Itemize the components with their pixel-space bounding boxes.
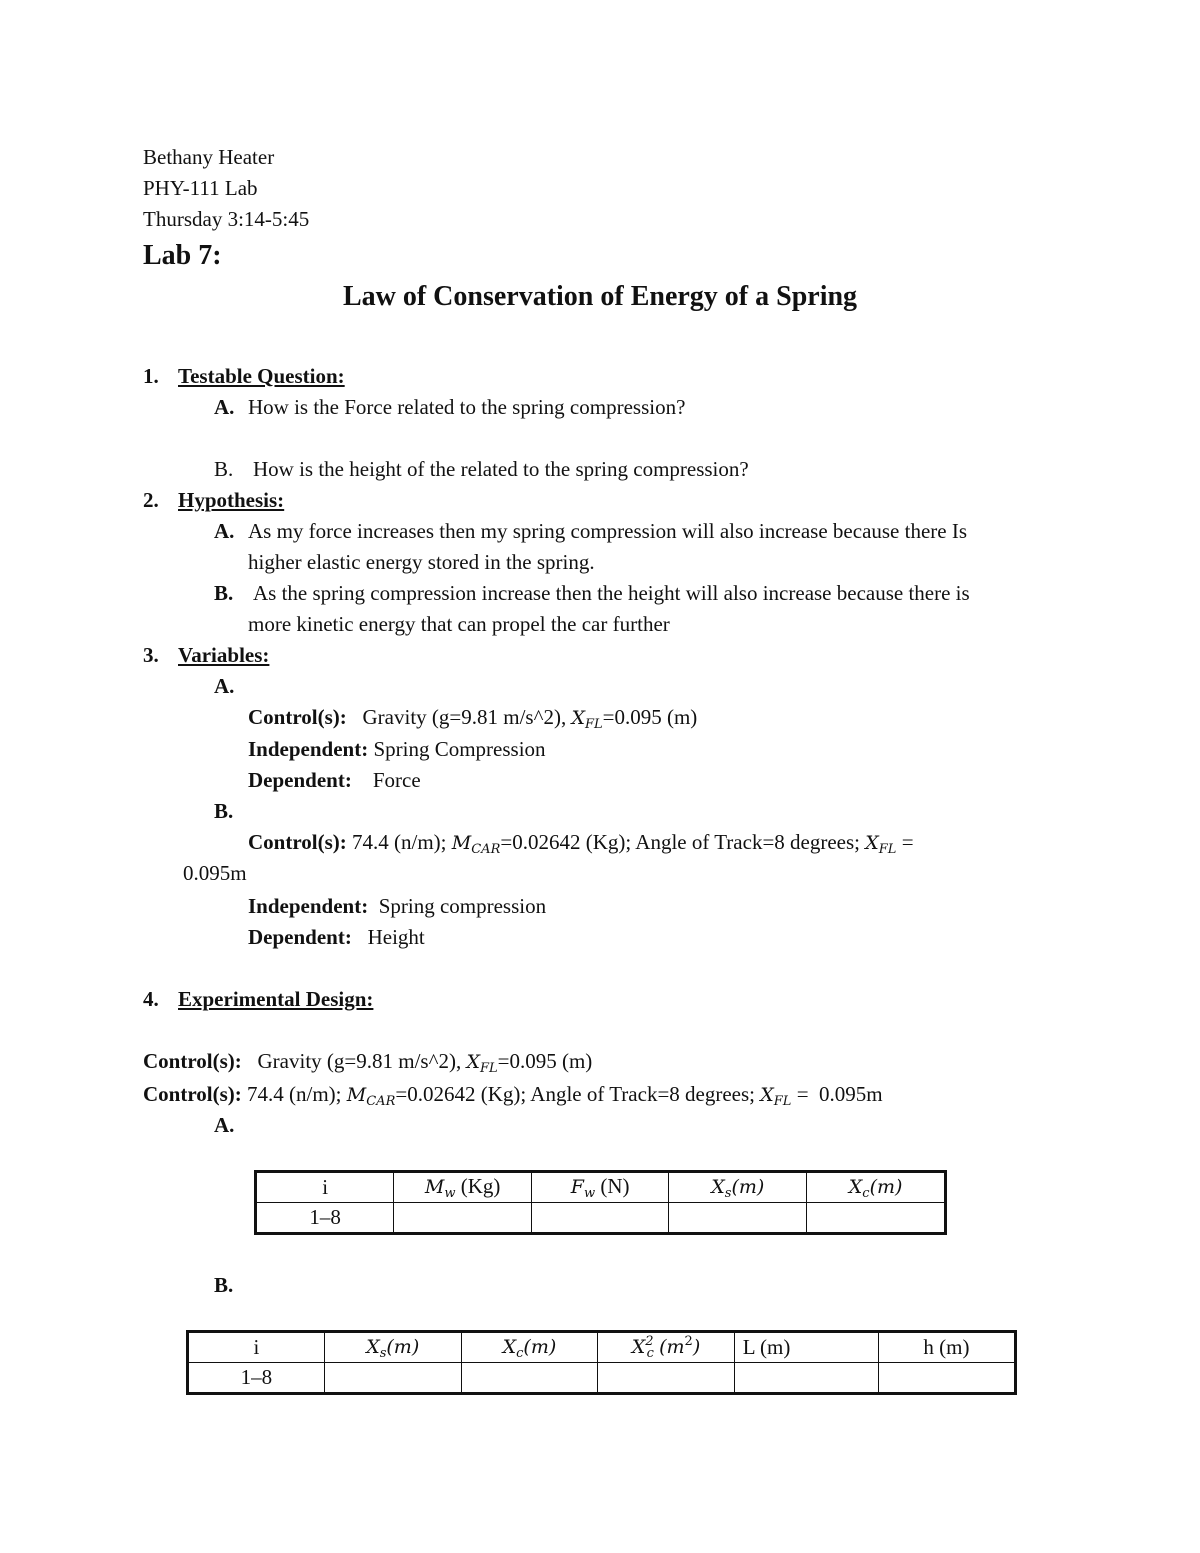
independent-label: Independent: [248,894,369,918]
control-spring-constant: 74.4 (n/m); [352,830,447,854]
control-label: Control(s): [248,705,347,729]
control-mass-angle: =0.02642 (Kg); Angle of Track=8 degrees; [500,830,860,854]
design-a-label: A. [214,1113,235,1137]
section-3-number: 3. [143,643,159,667]
variables-b-control-continued: 0.095m [183,861,247,885]
empty-cell [598,1363,734,1394]
x-subscript: FL [878,842,897,857]
question-a-text: How is the Force related to the spring compression? [248,395,686,419]
empty-cell [669,1203,807,1234]
variables-a-controls [248,704,697,738]
hypothesis-a-label: A. [214,519,235,543]
empty-cell [807,1203,946,1234]
header-cell-l: L (m) [734,1332,878,1363]
table-header-row [188,1332,1016,1363]
data-table-b [186,1330,1017,1395]
empty-cell [394,1203,532,1234]
dependent-value: Height [367,925,425,949]
variables-b-label: B. [214,799,234,823]
control-xfl-value: 0.095m [819,1082,883,1106]
equals-sign: = [796,1082,809,1106]
design-control-1 [143,1048,592,1082]
header-cell-fw: $F_w$ (N) [531,1172,668,1203]
row-cell-i: 1–8 [256,1203,394,1234]
x-symbol: X [760,1084,774,1106]
document-title: Law of Conservation of Energy of a Spring [342,281,858,312]
variables-b-controls [248,829,914,863]
x-subscript: FL [479,1061,498,1076]
control-label: Control(s): [143,1049,242,1073]
x-subscript: FL [584,717,603,732]
section-4-heading: Experimental Design: [178,987,374,1011]
section-3-heading: Variables: [178,643,270,667]
control-label: Control(s): [143,1082,242,1106]
empty-cell [324,1363,461,1394]
control-mass-angle: =0.02642 (Kg); Angle of Track=8 degrees; [395,1082,755,1106]
header-cell-xs: $X_s(m)$ [324,1332,461,1363]
dependent-label: Dependent: [248,768,352,792]
header-cell-xc: $X_c(m)$ [807,1172,946,1203]
variables-a-independent [248,736,546,762]
m-symbol: M [451,832,472,854]
empty-cell [461,1363,598,1394]
design-b-label: B. [214,1273,234,1297]
hypothesis-b-text-line-1: As the spring compression increase then the height will also increase because there is [253,581,970,605]
data-table-a [254,1170,947,1235]
x-symbol: X [865,832,879,854]
hypothesis-a-text-line-2: higher elastic energy stored in the spring. [248,550,595,574]
question-b-label: B. [214,457,234,481]
empty-cell [878,1363,1015,1394]
table-header-row [256,1172,946,1203]
dependent-label: Dependent: [248,925,352,949]
table-row [188,1363,1016,1394]
header-cell-i: i [188,1332,325,1363]
m-subscript: CAR [366,1094,396,1109]
control-gravity: Gravity (g=9.81 m/s^2), [257,1049,462,1073]
hypothesis-b-label: B. [214,581,234,605]
empty-cell [734,1363,878,1394]
question-a-label: A. [214,395,235,419]
section-2-number: 2. [143,488,159,512]
table-row [256,1203,946,1234]
header-cell-h: h (m) [878,1332,1015,1363]
hypothesis-b-text-line-2: more kinetic energy that can propel the car further [248,612,670,636]
course-name: PHY-111 Lab [143,176,258,200]
control-xfl-value: =0.095 (m) [497,1049,593,1073]
section-1-heading: Testable Question: [178,364,345,388]
independent-value: Spring compression [378,894,547,918]
m-symbol: M [346,1084,367,1106]
variables-b-independent [248,893,546,919]
question-b-text: How is the height of the related to the spring compression? [253,457,749,481]
section-2-heading: Hypothesis: [178,488,285,512]
lab-number-title: Lab 7: [143,240,222,271]
m-subscript: CAR [471,842,501,857]
x-symbol: X [466,1051,480,1073]
design-control-2 [143,1081,883,1115]
header-cell-mw: $M_w$ (Kg) [394,1172,532,1203]
author-name: Bethany Heater [143,145,275,169]
variables-a-dependent [248,767,421,793]
dependent-value: Force [372,768,421,792]
control-spring-constant: 74.4 (n/m); [247,1082,342,1106]
row-cell-i: 1–8 [188,1363,325,1394]
hypothesis-a-text-line-1: As my force increases then my spring compression will also increase because there Is [248,519,968,543]
header-cell-xs: $X_s(m)$ [669,1172,807,1203]
header-cell-xc: $X_c(m)$ [461,1332,598,1363]
header-cell-xc-squared: $X^2_c$ $(m^2)$ [598,1332,734,1363]
independent-value: Spring Compression [373,737,546,761]
control-label: Control(s): [248,830,347,854]
equals-sign: = [901,830,914,854]
section-1-number: 1. [143,364,159,388]
empty-cell [531,1203,668,1234]
section-4-number: 4. [143,987,159,1011]
control-xfl-value: =0.095 (m) [602,705,698,729]
control-gravity: Gravity (g=9.81 m/s^2), [362,705,567,729]
variables-b-dependent [248,924,425,950]
class-time: Thursday 3:14-5:45 [143,207,310,231]
independent-label: Independent: [248,737,369,761]
variables-a-label: A. [214,674,235,698]
header-cell-i: i [256,1172,394,1203]
x-symbol: X [571,707,585,729]
x-subscript: FL [773,1094,792,1109]
